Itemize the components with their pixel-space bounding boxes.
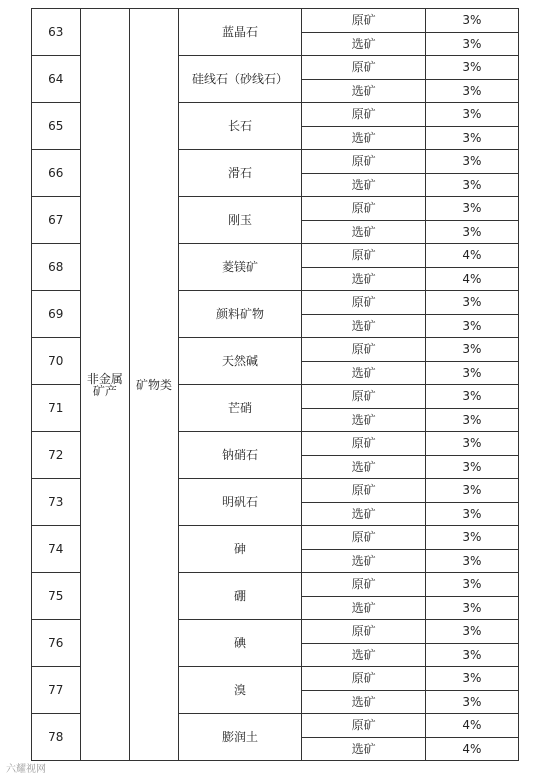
row-number: 76 bbox=[32, 620, 81, 667]
row-number: 68 bbox=[32, 244, 81, 291]
mineral-name: 天然碱 bbox=[178, 338, 302, 385]
row-number: 63 bbox=[32, 9, 81, 56]
tax-rate: 3% bbox=[425, 126, 518, 150]
ore-type-label: 原矿 bbox=[302, 432, 426, 456]
tax-rate: 3% bbox=[425, 197, 518, 221]
mineral-name: 溴 bbox=[178, 667, 302, 714]
ore-type-label: 选矿 bbox=[302, 549, 426, 573]
row-number: 73 bbox=[32, 479, 81, 526]
ore-type-label: 选矿 bbox=[302, 596, 426, 620]
ore-type-label: 选矿 bbox=[302, 408, 426, 432]
ore-type-label: 原矿 bbox=[302, 291, 426, 315]
ore-type-label: 选矿 bbox=[302, 267, 426, 291]
tax-rate: 4% bbox=[425, 714, 518, 738]
ore-type-label: 选矿 bbox=[302, 220, 426, 244]
row-number: 69 bbox=[32, 291, 81, 338]
mineral-name: 滑石 bbox=[178, 150, 302, 197]
mineral-name: 长石 bbox=[178, 103, 302, 150]
tax-rate: 3% bbox=[425, 573, 518, 597]
row-number: 77 bbox=[32, 667, 81, 714]
row-number: 64 bbox=[32, 56, 81, 103]
mineral-name: 硼 bbox=[178, 573, 302, 620]
tax-rate: 3% bbox=[425, 103, 518, 127]
ore-type-label: 原矿 bbox=[302, 620, 426, 644]
watermark: 六耀视网 bbox=[6, 764, 46, 775]
tax-rate: 3% bbox=[425, 667, 518, 691]
ore-type-label: 选矿 bbox=[302, 502, 426, 526]
row-number: 72 bbox=[32, 432, 81, 479]
mineral-name: 刚玉 bbox=[178, 197, 302, 244]
tax-rate: 3% bbox=[425, 173, 518, 197]
ore-type-label: 选矿 bbox=[302, 79, 426, 103]
tax-rate: 3% bbox=[425, 56, 518, 80]
ore-type-label: 选矿 bbox=[302, 690, 426, 714]
ore-type-label: 原矿 bbox=[302, 573, 426, 597]
row-number: 74 bbox=[32, 526, 81, 573]
mineral-name: 蓝晶石 bbox=[178, 9, 302, 56]
ore-type-label: 选矿 bbox=[302, 361, 426, 385]
mineral-name: 砷 bbox=[178, 526, 302, 573]
ore-type-label: 选矿 bbox=[302, 314, 426, 338]
ore-type-label: 选矿 bbox=[302, 32, 426, 56]
tax-rate: 3% bbox=[425, 361, 518, 385]
tax-rate: 3% bbox=[425, 150, 518, 174]
ore-type-label: 选矿 bbox=[302, 643, 426, 667]
tax-rate: 3% bbox=[425, 79, 518, 103]
tax-rate: 3% bbox=[425, 643, 518, 667]
tax-rate: 3% bbox=[425, 479, 518, 503]
ore-type-label: 原矿 bbox=[302, 667, 426, 691]
ore-type-label: 原矿 bbox=[302, 244, 426, 268]
row-number: 71 bbox=[32, 385, 81, 432]
ore-type-label: 原矿 bbox=[302, 103, 426, 127]
table-row bbox=[32, 9, 519, 33]
tax-rate: 3% bbox=[425, 526, 518, 550]
tax-rate: 3% bbox=[425, 32, 518, 56]
mineral-name: 颜料矿物 bbox=[178, 291, 302, 338]
ore-type-label: 原矿 bbox=[302, 338, 426, 362]
row-number: 78 bbox=[32, 714, 81, 761]
ore-type-label: 原矿 bbox=[302, 150, 426, 174]
tax-rate: 3% bbox=[425, 408, 518, 432]
tax-rate: 4% bbox=[425, 244, 518, 268]
subcategory-cell: 矿物类 bbox=[130, 9, 179, 761]
mineral-name: 钠硝石 bbox=[178, 432, 302, 479]
tax-rate: 3% bbox=[425, 596, 518, 620]
ore-type-label: 选矿 bbox=[302, 126, 426, 150]
ore-type-label: 原矿 bbox=[302, 385, 426, 409]
table-body bbox=[32, 9, 519, 761]
row-number: 67 bbox=[32, 197, 81, 244]
tax-rate: 3% bbox=[425, 620, 518, 644]
row-number: 66 bbox=[32, 150, 81, 197]
mineral-name: 硅线石（砂线石） bbox=[178, 56, 302, 103]
tax-rate: 4% bbox=[425, 737, 518, 761]
ore-type-label: 原矿 bbox=[302, 9, 426, 33]
mineral-name: 碘 bbox=[178, 620, 302, 667]
ore-type-label: 原矿 bbox=[302, 197, 426, 221]
ore-type-label: 原矿 bbox=[302, 479, 426, 503]
tax-rate: 3% bbox=[425, 432, 518, 456]
tax-rate: 3% bbox=[425, 338, 518, 362]
tax-rate: 3% bbox=[425, 549, 518, 573]
row-number: 65 bbox=[32, 103, 81, 150]
ore-type-label: 选矿 bbox=[302, 455, 426, 479]
ore-type-label: 原矿 bbox=[302, 714, 426, 738]
mineral-name: 膨润土 bbox=[178, 714, 302, 761]
row-number: 70 bbox=[32, 338, 81, 385]
ore-type-label: 选矿 bbox=[302, 173, 426, 197]
tax-rate: 3% bbox=[425, 291, 518, 315]
tax-rate: 3% bbox=[425, 385, 518, 409]
tax-rate-table bbox=[31, 8, 519, 761]
ore-type-label: 原矿 bbox=[302, 56, 426, 80]
tax-rate: 3% bbox=[425, 220, 518, 244]
tax-rate: 3% bbox=[425, 690, 518, 714]
tax-rate: 3% bbox=[425, 314, 518, 338]
row-number: 75 bbox=[32, 573, 81, 620]
tax-rate: 3% bbox=[425, 455, 518, 479]
category-cell: 非金属 矿产 bbox=[80, 9, 130, 761]
ore-type-label: 选矿 bbox=[302, 737, 426, 761]
tax-rate: 3% bbox=[425, 9, 518, 33]
ore-type-label: 原矿 bbox=[302, 526, 426, 550]
mineral-name: 菱镁矿 bbox=[178, 244, 302, 291]
mineral-name: 芒硝 bbox=[178, 385, 302, 432]
tax-rate: 4% bbox=[425, 267, 518, 291]
tax-rate: 3% bbox=[425, 502, 518, 526]
mineral-name: 明矾石 bbox=[178, 479, 302, 526]
